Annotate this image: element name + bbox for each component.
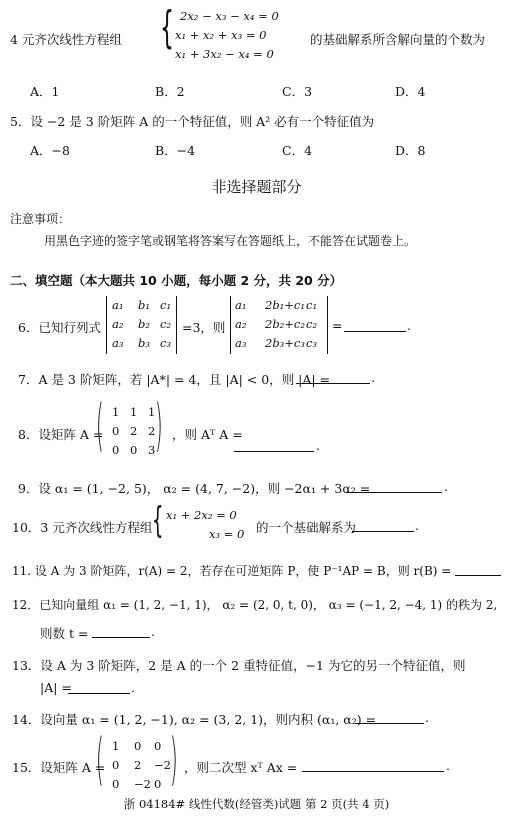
q13-line1: 13．设 A 为 3 阶矩阵，2 是 A 的一个 2 重特征值，−1 为它的另一个特征值，则 (12, 658, 466, 673)
q13-answer-blank (68, 693, 130, 694)
q8-matrix-cell: 0 (112, 424, 120, 438)
q6-det2-cell: c₂ (306, 317, 318, 331)
q6-det1-cell: a₃ (112, 336, 124, 350)
q6-det2-cell: a₁ (235, 298, 247, 312)
q11-answer-blank (455, 575, 501, 576)
q8-matrix-cell: 2 (148, 424, 156, 438)
q10-period: . (415, 518, 419, 533)
q6-det1-cell: b₁ (138, 298, 150, 312)
q4-option-b: B．2 (155, 84, 185, 99)
q8-right-paren: ) (155, 393, 163, 458)
q8-left-paren: ( (96, 393, 104, 458)
q6-answer-blank (344, 331, 406, 332)
q6-det1-cell: b₂ (138, 317, 150, 331)
q12-answer-blank (92, 637, 150, 638)
q6-det2-cell: a₃ (235, 336, 247, 350)
q5-option-a: A．−8 (30, 143, 70, 158)
q15-matrix-cell: 0 (154, 777, 162, 791)
q6-det1-right-bar (176, 296, 177, 354)
q9-period: . (444, 479, 448, 494)
q8-matrix-cell: 3 (148, 443, 156, 457)
q6-det2-right-bar (327, 296, 328, 354)
q15-pre: 15．设矩阵 A = (12, 760, 106, 775)
q8-matrix-cell: 1 (148, 405, 156, 419)
q6-det2-cell: 2b₃+c₃ (265, 336, 305, 350)
q4-stem: 4 元齐次线性方程组 (10, 32, 122, 47)
q8-matrix-cell: 2 (130, 424, 138, 438)
q6-det1-cell: c₁ (160, 298, 172, 312)
q6-post: = (332, 318, 343, 333)
q15-left-paren: ( (96, 727, 104, 792)
q14-answer-blank (356, 723, 424, 724)
q10-brace: { (152, 500, 164, 541)
q15-matrix-cell: 0 (112, 758, 120, 772)
notice-label: 注意事项： (10, 212, 71, 226)
q6-det2-cell: c₃ (306, 336, 318, 350)
q6-det1-cell: b₃ (138, 336, 150, 350)
section-title: 非选择题部分 (211, 178, 302, 196)
q12-period: . (151, 624, 155, 639)
q15-matrix-cell: −2 (134, 777, 151, 791)
q4-tail: 的基础解系所含解向量的个数为 (310, 32, 486, 47)
q8-matrix-cell: 1 (130, 405, 138, 419)
page-footer: 浙 04184# 线性代数(经管类)试题 第 2 页(共 4 页) (123, 797, 390, 811)
q6-det1-cell: c₃ (160, 336, 172, 350)
q8-matrix-cell: 0 (130, 443, 138, 457)
q7-period: . (371, 370, 375, 385)
q10-eq1: x₁ + 2x₂ = 0 (166, 508, 237, 522)
q8-period: . (316, 438, 320, 453)
q6-det2-cell: 2b₂+c₂ (265, 317, 305, 331)
q6-det1-cell: a₁ (112, 298, 124, 312)
q4-brace: { (160, 2, 174, 53)
q4-option-a: A．1 (30, 84, 60, 99)
q7-answer-blank (296, 383, 370, 384)
q4-option-c: C．3 (282, 84, 313, 99)
q11-stem: 11. 设 A 为 3 阶矩阵，r(A) = 2，若存在可逆矩阵 P，使 P⁻¹AP = B，则 r(B) = (12, 564, 452, 578)
q15-period: . (446, 758, 450, 773)
q6-det1-cell: c₂ (160, 317, 172, 331)
q15-right-paren: ) (170, 727, 178, 792)
q15-matrix-cell: −2 (154, 758, 171, 772)
q15-matrix-cell: 0 (154, 739, 162, 753)
q15-answer-blank (302, 771, 444, 772)
q15-matrix-cell: 0 (134, 739, 142, 753)
q14-period: . (425, 710, 429, 725)
q12-line2: 则数 t = (40, 626, 89, 641)
q5-stem: 5．设 −2 是 3 阶矩阵 A 的一个特征值，则 A² 必有一个特征值为 (10, 114, 375, 129)
q13-period: . (131, 680, 135, 695)
q8-answer-blank (234, 451, 314, 452)
q6-det2-cell: c₁ (306, 298, 318, 312)
q10-post: 的一个基础解系为 (256, 520, 357, 535)
q6-det2-left-bar (230, 296, 231, 354)
q10-answer-blank (352, 531, 414, 532)
q12-line1: 12．已知向量组 α₁ = (1, 2, −1, 1)， α₂ = (2, 0, t, 0)， α₃ = (−1, 2, −4, 1) 的秩为 2, (12, 598, 498, 612)
q15-matrix-cell: 0 (112, 777, 120, 791)
q10-eq2: x₃ = 0 (209, 527, 245, 541)
q13-line2: |A| = (40, 680, 72, 695)
q8-post: ，则 Aᵀ A = (172, 427, 243, 442)
q6-mid: =3，则 (182, 320, 226, 335)
q6-det1-left-bar (106, 296, 107, 354)
q7-stem: 7．A 是 3 阶矩阵，若 |A*| = 4，且 |A| < 0，则 |A| = (18, 372, 331, 387)
q9-stem: 9．设 α₁ = (1, −2, 5)， α₂ = (4, 7, −2)，则 −2α₁ + 3α₂ = (18, 481, 371, 496)
q14-stem: 14．设向量 α₁ = (1, 2, −1), α₂ = (3, 2, 1)，则内积 (α₁, α₂) = (12, 712, 377, 727)
q5-option-d: D．8 (395, 143, 426, 158)
part2-heading: 二、填空题（本大题共 10 小题，每小题 2 分，共 20 分） (10, 273, 343, 288)
q4-option-d: D．4 (395, 84, 426, 99)
notice-text: 用黑色字迹的签字笔或钢笔将答案写在答题纸上，不能答在试题卷上。 (44, 234, 417, 248)
q8-pre: 8．设矩阵 A = (18, 427, 104, 442)
q5-option-b: B．−4 (155, 143, 196, 158)
q9-answer-blank (346, 492, 442, 493)
q6-det2-cell: 2b₁+c₁ (265, 298, 305, 312)
q8-matrix-cell: 0 (112, 443, 120, 457)
q5-option-c: C．4 (282, 143, 313, 158)
q10-pre: 10．3 元齐次线性方程组 (12, 520, 153, 535)
q6-det2-cell: a₂ (235, 317, 247, 331)
q8-matrix-cell: 1 (112, 405, 120, 419)
q6-period: . (407, 318, 411, 333)
q4-eq2: x₁ + x₂ + x₃ = 0 (175, 28, 267, 42)
q15-matrix-cell: 1 (112, 739, 120, 753)
q4-eq3: x₁ + 3x₂ − x₄ = 0 (175, 47, 274, 61)
q6-pre: 6．已知行列式 (18, 320, 101, 335)
q15-matrix-cell: 2 (134, 758, 142, 772)
q4-eq1: 2x₂ − x₃ − x₄ = 0 (180, 9, 279, 23)
q6-det1-cell: a₂ (112, 317, 124, 331)
q15-post: ，则二次型 xᵀ Ax = (184, 760, 298, 775)
